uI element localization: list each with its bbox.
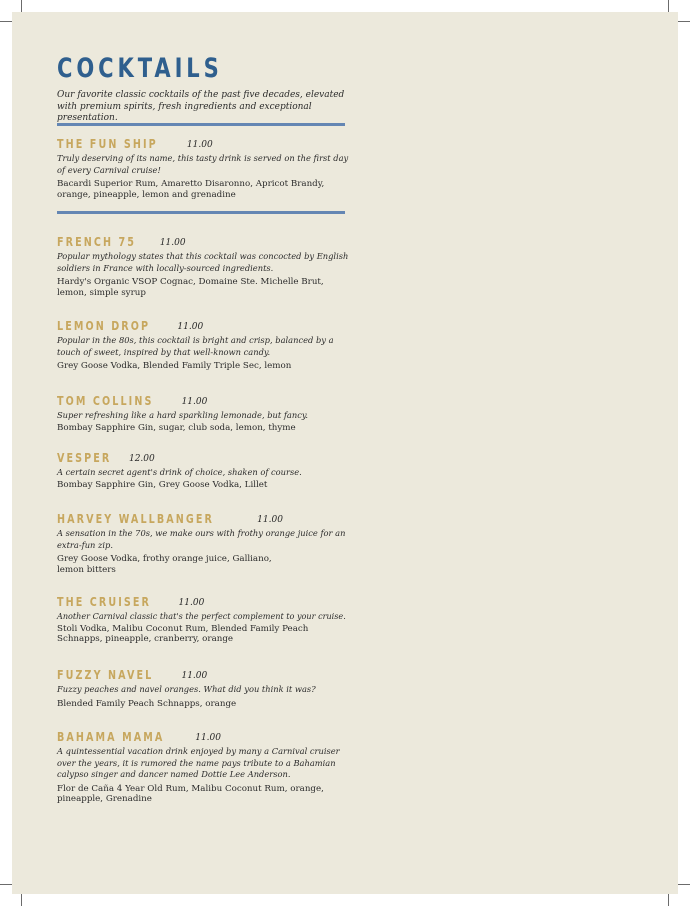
item-name: FRENCH 75 <box>57 235 137 249</box>
item-price: 11.00 <box>181 671 208 681</box>
item-ingredients: Bacardi Superior Rum, Amaretto Disaronno, Apricot Brandy, orange, pineapple, lemon and grenadine <box>57 179 325 200</box>
item-name: BAHAMA MAMA <box>57 730 165 744</box>
item-description: Another Carnival classic that's the perfect complement to your cruise. <box>57 611 346 621</box>
menu-item-fuzzy-navel <box>57 668 349 709</box>
item-price: 11.00 <box>159 238 186 248</box>
item-name: VESPER <box>57 451 112 465</box>
item-name: HARVEY WALLBANGER <box>57 512 214 526</box>
crop-mark-bottom-left-v <box>21 894 22 906</box>
menu-item-tom-collins <box>57 394 349 433</box>
item-description: Popular mythology states that this cocktail was concocted by English soldiers in France with locally-sourced ingredients. <box>57 251 349 273</box>
crop-mark-top-right-h <box>678 21 690 22</box>
divider-rule <box>57 123 345 126</box>
item-price: 11.00 <box>257 515 283 525</box>
divider-rule <box>57 211 345 214</box>
menu-item-vesper <box>57 451 349 490</box>
crop-mark-top-left-h <box>0 21 12 22</box>
crop-mark-top-left-v <box>21 0 22 12</box>
item-description: Truly deserving of its name, this tasty drink is served on the first day of every Carnival cruise! <box>57 153 349 175</box>
item-price: 11.00 <box>186 140 213 150</box>
item-description: Fuzzy peaches and navel oranges. What did you think it was? <box>57 684 316 694</box>
item-description: A sensation in the 70s, we make ours with frothy orange juice for an extra-fun zip. <box>57 528 346 550</box>
item-price: 11.00 <box>178 598 205 608</box>
menu-intro: Our favorite classic cocktails of the past five decades, elevated with premium spirits, fresh ingredients and exceptional presentation. <box>57 90 345 123</box>
item-ingredients: Bombay Sapphire Gin, Grey Goose Vodka, Lillet <box>57 479 268 490</box>
menu-item-french-75 <box>57 235 349 299</box>
menu-item-the-cruiser <box>57 595 349 645</box>
item-description: Super refreshing like a hard sparkling lemonade, but fancy. <box>57 410 309 420</box>
item-ingredients: Flor de Caña 4 Year Old Rum, Malibu Coconut Rum, orange, pineapple, Grenadine <box>57 783 324 805</box>
item-ingredients: Grey Goose Vodka, Blended Family Triple Sec, lemon <box>57 361 292 371</box>
crop-mark-bottom-left-h <box>0 884 12 885</box>
item-price: 12.00 <box>128 454 155 464</box>
item-ingredients: Bombay Sapphire Gin, sugar, club soda, lemon, thyme <box>57 422 296 433</box>
item-name: THE CRUISER <box>57 595 152 609</box>
item-name: LEMON DROP <box>57 319 151 333</box>
crop-mark-bottom-right-h <box>678 884 690 885</box>
menu-item-fun-ship <box>57 137 349 201</box>
item-name: THE FUN SHIP <box>57 137 158 151</box>
item-price: 11.00 <box>195 733 221 743</box>
menu-title: COCKTAILS <box>57 53 223 84</box>
menu-item-harvey-wallbanger <box>57 512 349 576</box>
menu-item-bahama-mama <box>57 730 349 805</box>
item-name: TOM COLLINS <box>57 394 154 408</box>
item-ingredients: Blended Family Peach Schnapps, orange <box>57 698 237 709</box>
item-ingredients: Stoli Vodka, Malibu Coconut Rum, Blended Family Peach Schnapps, pineapple, cranberry, orange <box>57 623 309 645</box>
item-price: 11.00 <box>181 397 208 407</box>
crop-mark-top-right-v <box>668 0 669 12</box>
menu-item-lemon-drop <box>57 319 349 372</box>
item-price: 11.00 <box>177 322 204 332</box>
item-description: A certain secret agent's drink of choice, shaken of course. <box>57 467 302 477</box>
item-ingredients: Grey Goose Vodka, frothy orange juice, Galliano, lemon bitters <box>57 554 272 575</box>
item-ingredients: Hardy's Organic VSOP Cognac, Domaine Ste. Michelle Brut, lemon, simple syrup <box>57 277 324 298</box>
crop-mark-bottom-right-v <box>668 894 669 906</box>
item-name: FUZZY NAVEL <box>57 668 154 682</box>
item-description: Popular in the 80s, this cocktail is bright and crisp, balanced by a touch of sweet, inspired by that well-known candy. <box>57 335 334 357</box>
item-description: A quintessential vacation drink enjoyed by many a Carnival cruiser over the years, it is rumored the name pays tribute to a Bahamian calypso singer and dancer named Dottie Lee Anderson. <box>57 746 340 779</box>
